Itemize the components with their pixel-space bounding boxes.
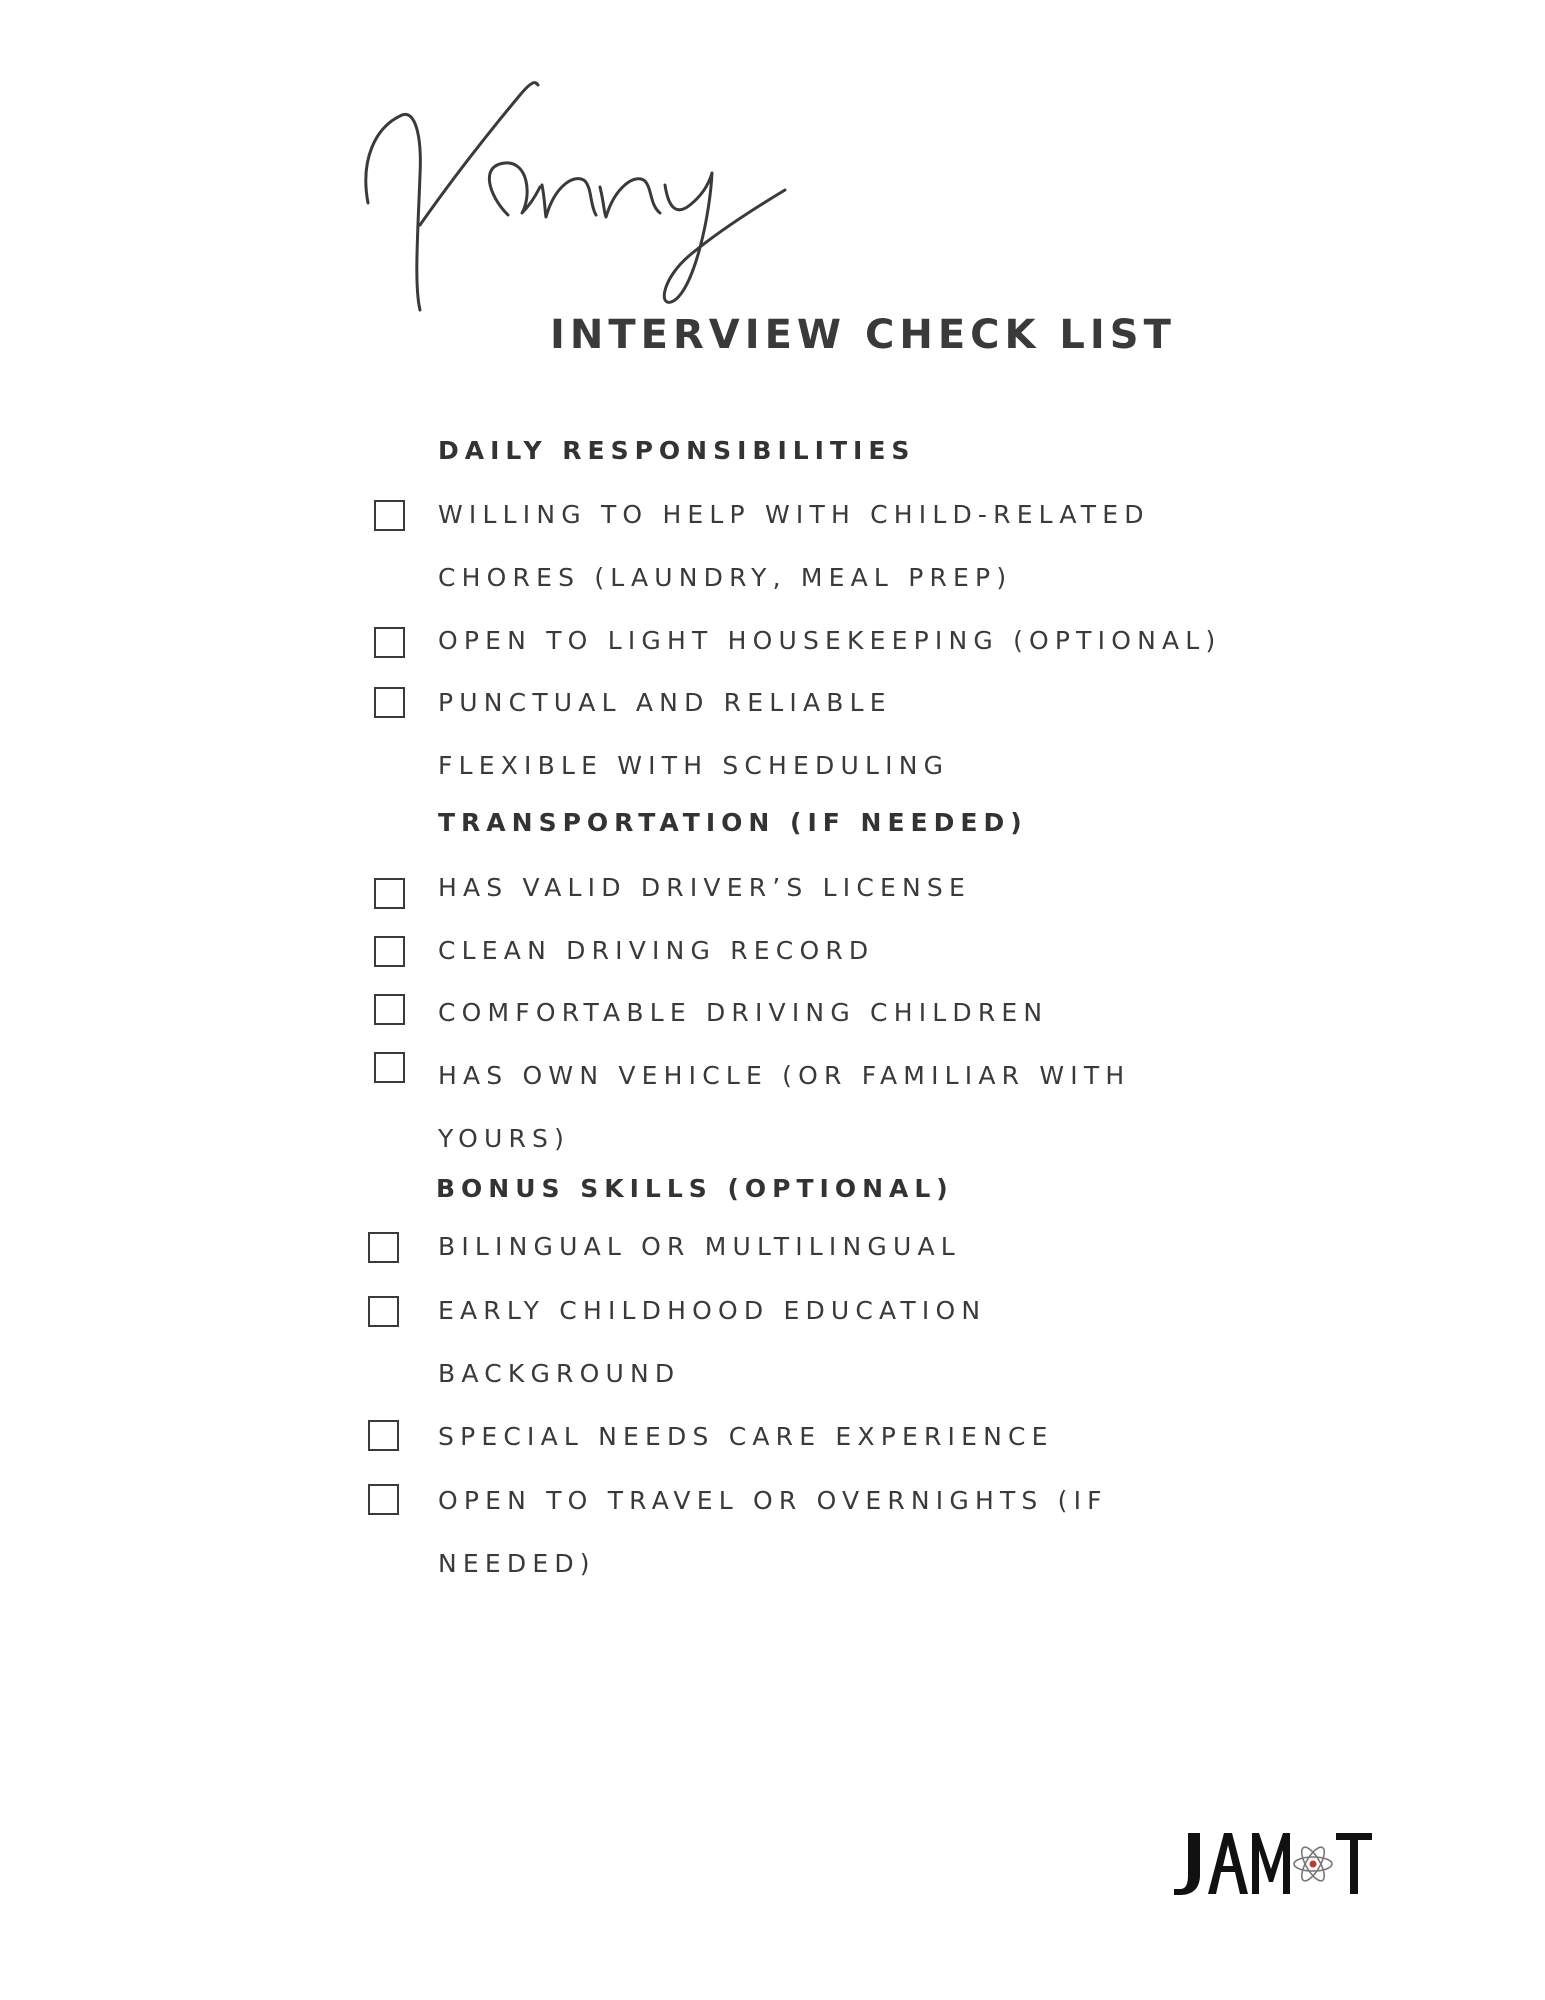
item-travel-overnights-line1: OPEN TO TRAVEL OR OVERNIGHTS (IF: [438, 1486, 1108, 1515]
item-travel-overnights-line2: NEEDED): [438, 1549, 596, 1578]
section-heading-daily: DAILY RESPONSIBILITIES: [438, 436, 916, 465]
item-light-housekeeping: OPEN TO LIGHT HOUSEKEEPING (OPTIONAL): [438, 626, 1222, 655]
checkbox-driving-children[interactable]: [374, 994, 405, 1025]
item-child-chores-line1: WILLING TO HELP WITH CHILD-RELATED: [438, 500, 1150, 529]
checkbox-driving-record[interactable]: [374, 936, 405, 967]
item-driving-children: COMFORTABLE DRIVING CHILDREN: [438, 998, 1049, 1027]
item-special-needs: SPECIAL NEEDS CARE EXPERIENCE: [438, 1422, 1054, 1451]
item-own-vehicle-line1: HAS OWN VEHICLE (OR FAMILIAR WITH: [438, 1061, 1131, 1090]
checkbox-light-housekeeping[interactable]: [374, 627, 405, 658]
atom-icon: [1294, 1844, 1332, 1884]
item-flexible-scheduling: FLEXIBLE WITH SCHEDULING: [438, 751, 950, 780]
checkbox-special-needs[interactable]: [368, 1420, 399, 1451]
page-subtitle: INTERVIEW CHECK LIST: [550, 312, 1176, 358]
checkbox-travel-overnights[interactable]: [368, 1484, 399, 1515]
item-punctual: PUNCTUAL AND RELIABLE: [438, 688, 892, 717]
item-driving-record: CLEAN DRIVING RECORD: [438, 936, 875, 965]
checkbox-bilingual[interactable]: [368, 1232, 399, 1263]
section-heading-transportation: TRANSPORTATION (IF NEEDED): [438, 808, 1028, 837]
item-own-vehicle-line2: YOURS): [438, 1124, 571, 1153]
section-heading-bonus: BONUS SKILLS (OPTIONAL): [436, 1174, 954, 1203]
item-child-chores-line2: CHORES (LAUNDRY, MEAL PREP): [438, 563, 1013, 592]
item-bilingual: BILINGUAL OR MULTILINGUAL: [438, 1232, 961, 1261]
checkbox-drivers-license[interactable]: [374, 878, 405, 909]
item-early-childhood-line2: BACKGROUND: [438, 1359, 681, 1388]
checkbox-own-vehicle[interactable]: [374, 1052, 405, 1083]
brand-logo: [1168, 1828, 1378, 1898]
checkbox-punctual[interactable]: [374, 687, 405, 718]
item-early-childhood-line1: EARLY CHILDHOOD EDUCATION: [438, 1296, 987, 1325]
item-drivers-license: HAS VALID DRIVER’S LICENSE: [438, 873, 971, 902]
script-title: [360, 55, 880, 330]
checkbox-early-childhood[interactable]: [368, 1296, 399, 1327]
checkbox-child-chores[interactable]: [374, 500, 405, 531]
